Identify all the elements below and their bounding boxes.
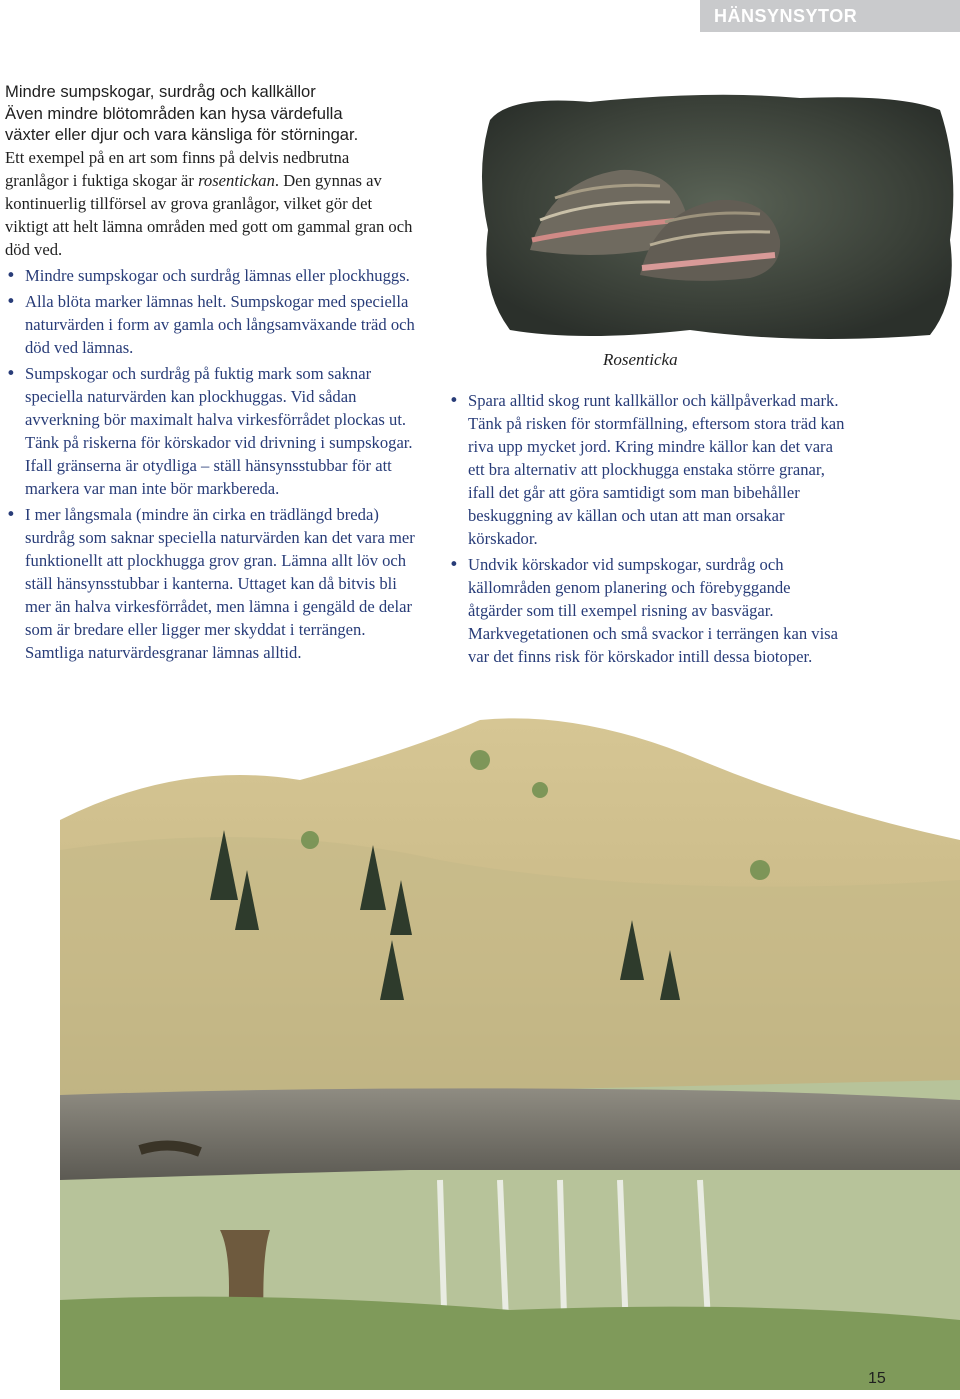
section-header-label: HÄNSYNSYTOR <box>714 6 858 26</box>
body-paragraph: Ett exempel på en art som finns på delvis nedbrutna granlågor i fuktiga skogar är rosentickan. Den gynnas av kontinuerlig tillförsel av grova granlågor, vilket gör det viktigt att helt lämna områden med gott om gammal gran och död ved. <box>5 147 413 259</box>
bullet-item: • Spara alltid skog runt kallkällor och källpåverkad mark. Tänk på risken för stormfällning, eftersom stora träd kan riva upp mycket jord. Kring mindre källor kan det vara ett bra alternativ att plockhugga enstaka större granar, ifall det går att göra samtidigt som man bibehåller beskuggning av källan och utan att man orsakar körskador. <box>448 389 848 550</box>
bullet-item: • I mer långsmala (mindre än cirka en trädlängd breda) surdråg som saknar speciella naturvärden kan det vara mer funktionellt att plockhugga grov gran. Lämna allt löv och ställ hänsynsstubbar i kanterna. Uttaget kan då bitvis bli mer än halva virkesförrådet, men lämna i gengäld de delar som är bredare eller ligger mer skyddat i terrängen. Samtliga naturvärdesgranar lämnas alltid. <box>5 503 415 664</box>
landscape-illustration <box>60 700 960 1390</box>
rosenticka-illustration <box>470 90 960 345</box>
intro-block <box>5 81 415 146</box>
right-bullet-list <box>448 389 848 668</box>
intro-line-1: Även mindre blötområden kan hysa värdefulla <box>5 103 343 123</box>
bullet-item: • Sumpskogar och surdråg på fuktig mark som saknar speciella naturvärden kan plockhuggas. Vid sådan avverkning bör maximalt halva virkesförrådet plockas ut. Tänk på riskerna för körskador vid drivning i sumpskogar. Ifall gränserna är otydliga – ställ hänsynsstubbar för att markera var man inte bör markbereda. <box>5 362 415 500</box>
left-bullet-list <box>5 264 415 664</box>
left-column <box>5 81 415 667</box>
species-name: rosentickan <box>198 170 275 190</box>
illustration-caption: Rosenticka <box>603 350 678 369</box>
intro-line-2: växter eller djur och vara känsliga för störningar. <box>5 125 359 144</box>
right-column <box>448 386 848 671</box>
bullet-item: • Alla blöta marker lämnas helt. Sumpskogar med speciella naturvärden i form av gamla och långsamväxande träd och död ved lämnas. <box>5 290 415 359</box>
bullet-item: • Mindre sumpskogar och surdråg lämnas eller plockhuggs. <box>5 264 415 287</box>
page-number: 15 <box>868 1370 886 1387</box>
bullet-item: • Undvik körskador vid sumpskogar, surdråg och källområden genom planering och förebyggande åtgärder som till exempel risning av basvägar. Markvegetationen och små svackor i terrängen kan visa var det finns risk för körskador intill dessa biotoper. <box>448 553 848 668</box>
section-header-bar <box>700 0 960 32</box>
section-heading: Mindre sumpskogar, surdråg och kallkällor <box>5 82 316 101</box>
